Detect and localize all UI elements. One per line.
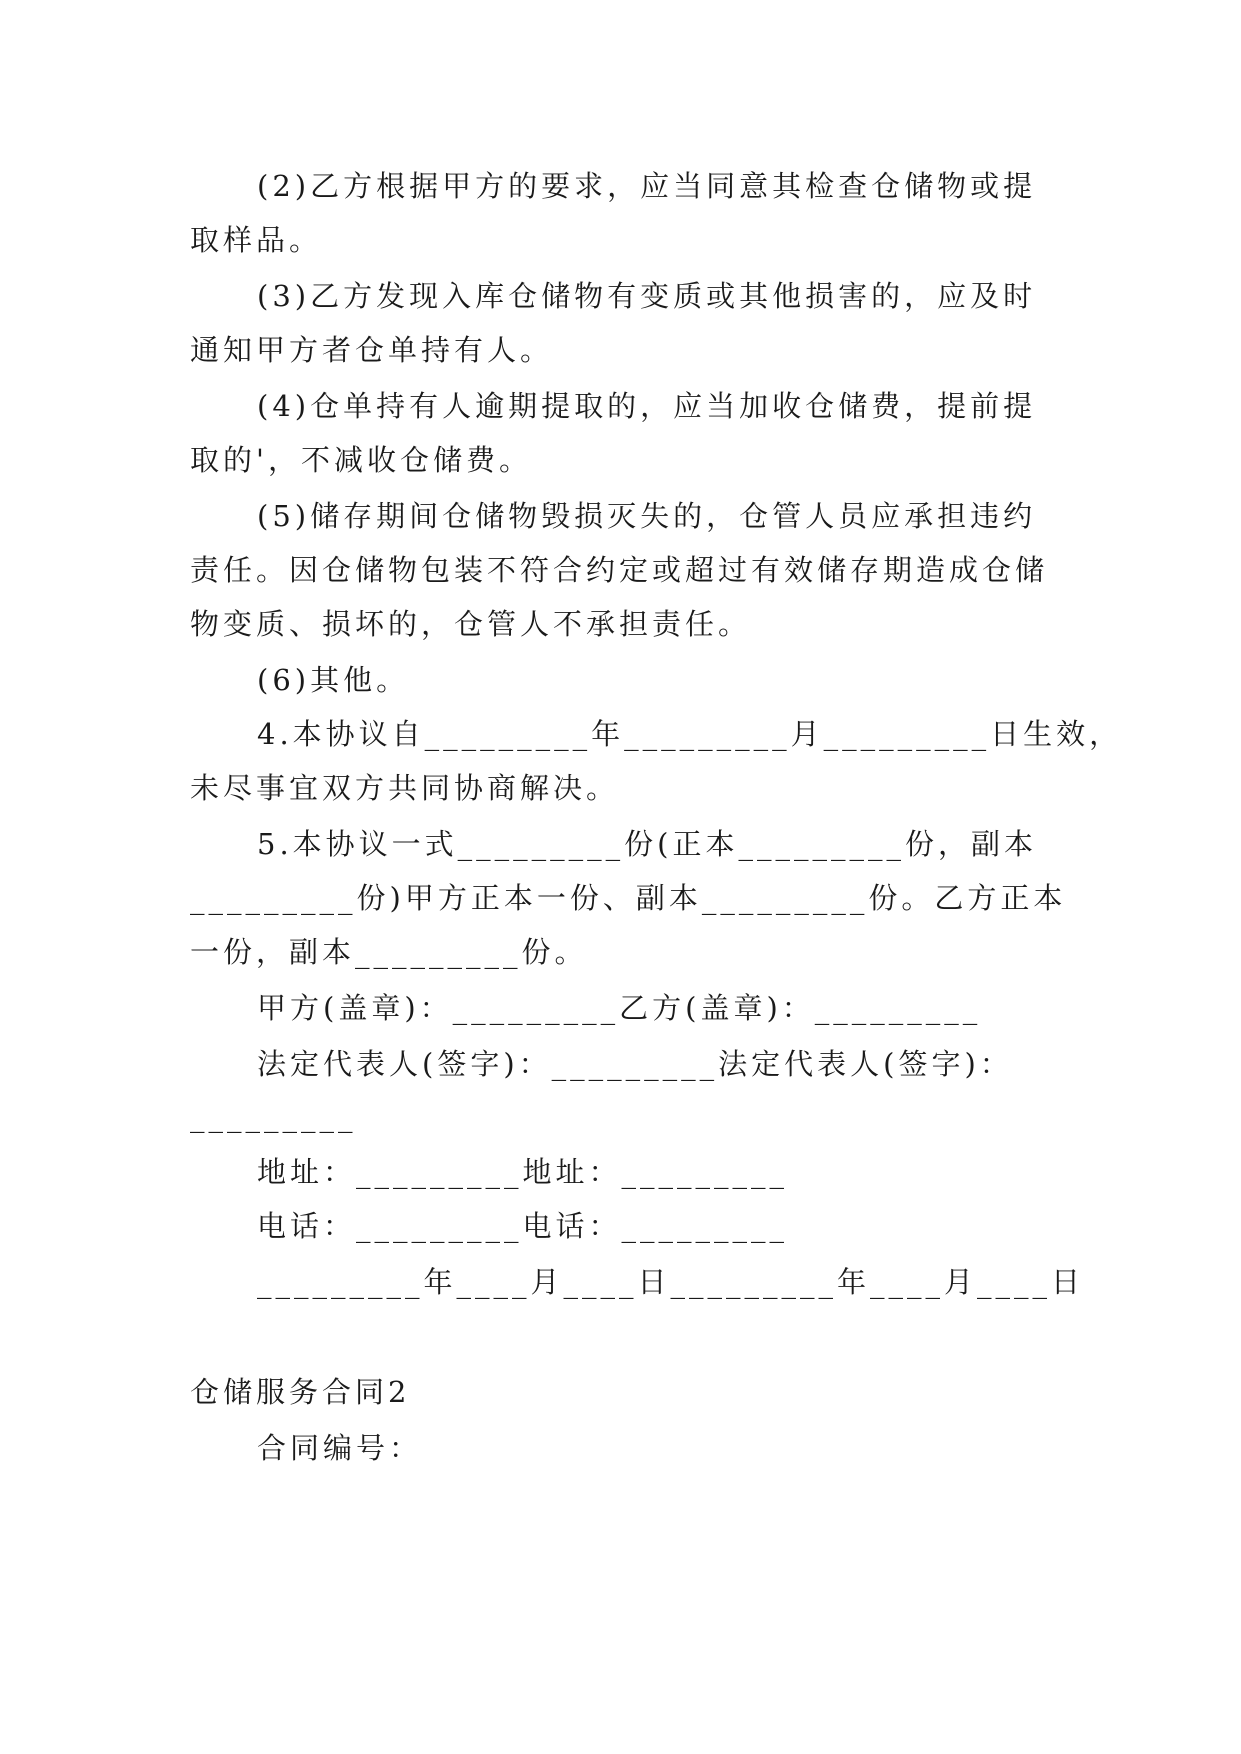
clause-3-3-line-2: 通知甲方者仓单持有人。 bbox=[190, 333, 554, 367]
clause-3-6-line-1: (6)其他。 bbox=[257, 663, 410, 697]
address-line: 地址：_________地址：_________ bbox=[257, 1155, 789, 1189]
clause-4-line-2: 未尽事宜双方共同协商解决。 bbox=[190, 771, 620, 805]
signature-rep-line: 法定代表人(签字)：_________法定代表人(签字)： bbox=[257, 1047, 1013, 1081]
clause-3-2-line-2: 取样品。 bbox=[190, 223, 323, 257]
phone-line: 电话：_________电话：_________ bbox=[257, 1209, 789, 1243]
clause-5-line-2: _________份)甲方正本一份、副本_________份。乙方正本 bbox=[190, 881, 1067, 915]
clause-5-line-1: 5.本协议一式_________份(正本_________份，副本 bbox=[257, 827, 1037, 861]
clause-5-line-3: 一份，副本_________份。 bbox=[190, 935, 588, 969]
date-line: _________年____月____日_________年____月____日 bbox=[257, 1265, 1085, 1299]
contract-number-label: 合同编号： bbox=[257, 1431, 423, 1465]
clause-3-5-line-2: 责任。因仓储物包装不符合约定或超过有效储存期造成仓储 bbox=[190, 553, 1049, 587]
clause-3-2-line-1: (2)乙方根据甲方的要求，应当同意其检查仓储物或提 bbox=[257, 169, 1037, 203]
clause-4-line-1: 4.本协议自_________年_________月_________日生效， bbox=[257, 717, 1123, 751]
clause-3-5-line-3: 物变质、损坏的，仓管人不承担责任。 bbox=[190, 607, 752, 641]
clause-3-5-line-1: (5)储存期间仓储物毁损灭失的，仓管人员应承担违约 bbox=[257, 499, 1037, 533]
section-title: 仓储服务合同2 bbox=[190, 1375, 411, 1409]
signature-seal-line: 甲方(盖章)：_________乙方(盖章)：_________ bbox=[257, 991, 982, 1025]
clause-3-4-line-2: 取的'，不减收仓储费。 bbox=[190, 443, 532, 477]
signature-rep-blank: _________ bbox=[190, 1099, 357, 1133]
clause-3-3-line-1: (3)乙方发现入库仓储物有变质或其他损害的，应及时 bbox=[257, 279, 1037, 313]
clause-3-4-line-1: (4)仓单持有人逾期提取的，应当加收仓储费，提前提 bbox=[257, 389, 1037, 423]
